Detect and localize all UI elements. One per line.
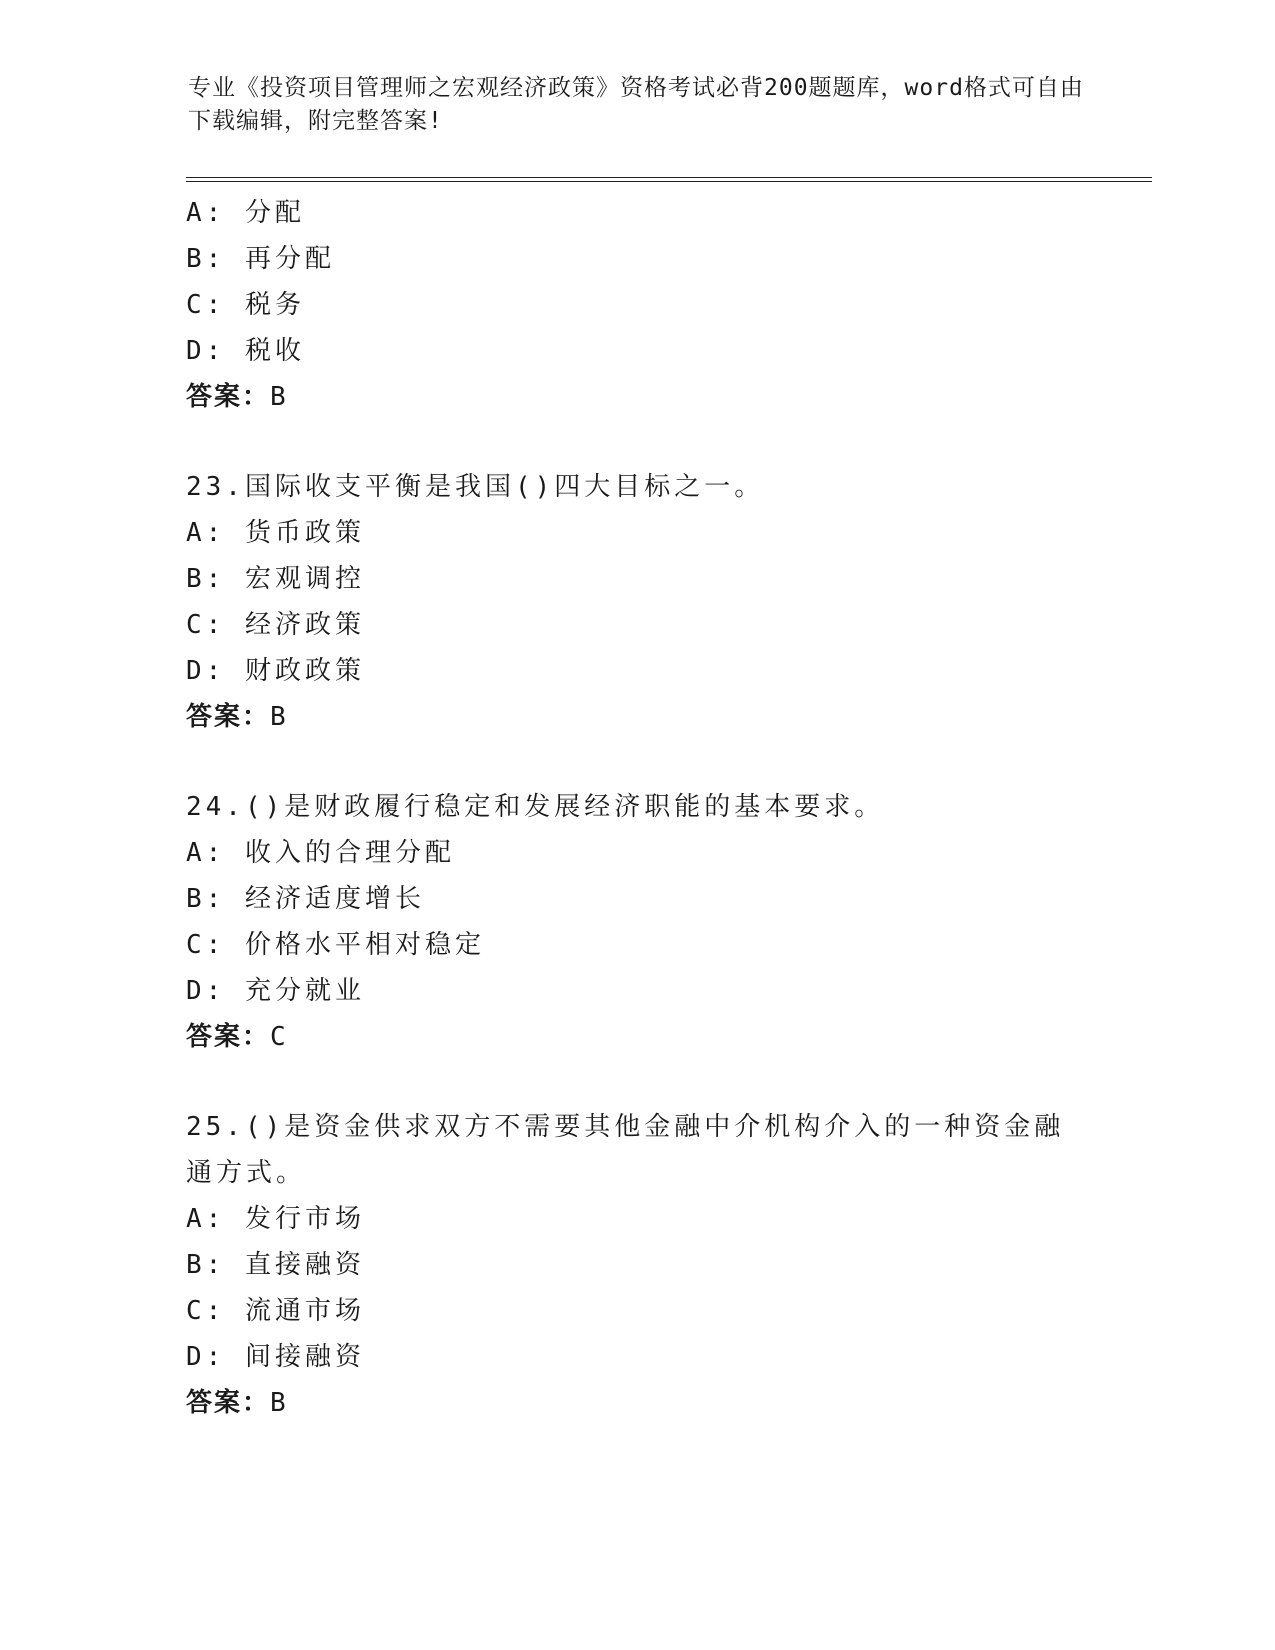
answer-line	[186, 1380, 1106, 1426]
option-key: C:	[186, 290, 226, 320]
option-key: D:	[186, 336, 226, 366]
option-text: 充分就业	[244, 976, 365, 1006]
option-a	[186, 1196, 1106, 1242]
spacer	[186, 740, 1106, 784]
answer-value: B	[270, 702, 287, 732]
question-stem: 24.()是财政履行稳定和发展经济职能的基本要求。	[186, 792, 885, 822]
option-c	[186, 282, 1106, 328]
option-b	[186, 556, 1106, 602]
option-text: 价格水平相对稳定	[244, 930, 485, 960]
document-header: 专业《投资项目管理师之宏观经济政策》资格考试必背200题题库，word格式可自由下载编辑，附完整答案!	[188, 75, 1084, 134]
option-key: D:	[186, 1342, 226, 1372]
option-c	[186, 1288, 1106, 1334]
option-a	[186, 510, 1106, 556]
option-key: B:	[186, 564, 226, 594]
answer-line	[186, 1014, 1106, 1060]
option-text: 财政政策	[244, 656, 365, 686]
answer-label: 答案：	[186, 1388, 271, 1418]
option-key: A:	[186, 838, 226, 868]
option-key: B:	[186, 1250, 226, 1280]
header-divider	[186, 177, 1152, 182]
spacer	[186, 420, 1106, 464]
option-key: B:	[186, 244, 226, 274]
option-text: 再分配	[244, 244, 335, 274]
option-text: 分配	[244, 198, 305, 228]
answer-value: C	[270, 1022, 287, 1052]
answer-label: 答案：	[186, 1022, 271, 1052]
option-text: 税务	[244, 290, 305, 320]
option-text: 宏观调控	[244, 564, 365, 594]
question-stem: 25.()是资金供求双方不需要其他金融中介机构介入的一种资金融通方式。	[186, 1112, 1065, 1188]
option-text: 货币政策	[244, 518, 365, 548]
question-block	[186, 1104, 1106, 1426]
option-key: C:	[186, 610, 226, 640]
option-c	[186, 602, 1106, 648]
option-key: A:	[186, 518, 226, 548]
option-text: 经济政策	[244, 610, 365, 640]
option-text: 流通市场	[244, 1296, 365, 1326]
question-block	[186, 190, 1106, 420]
option-text: 税收	[244, 336, 305, 366]
question-list	[186, 190, 1106, 1426]
option-key: A:	[186, 1204, 226, 1234]
option-c	[186, 922, 1106, 968]
spacer	[186, 1060, 1106, 1104]
option-key: C:	[186, 930, 226, 960]
question-block	[186, 464, 1106, 740]
answer-line	[186, 694, 1106, 740]
option-d	[186, 328, 1106, 374]
answer-label: 答案：	[186, 702, 271, 732]
option-key: D:	[186, 976, 226, 1006]
answer-value: B	[270, 382, 287, 412]
option-text: 间接融资	[244, 1342, 365, 1372]
option-d	[186, 1334, 1106, 1380]
option-text: 经济适度增长	[244, 884, 425, 914]
option-text: 收入的合理分配	[244, 838, 455, 868]
option-key: B:	[186, 884, 226, 914]
option-d	[186, 648, 1106, 694]
option-text: 直接融资	[244, 1250, 365, 1280]
option-text: 发行市场	[244, 1204, 365, 1234]
option-d	[186, 968, 1106, 1014]
option-a	[186, 830, 1106, 876]
option-b	[186, 1242, 1106, 1288]
answer-label: 答案：	[186, 382, 271, 412]
option-key: A:	[186, 198, 226, 228]
question-block	[186, 784, 1106, 1060]
option-b	[186, 236, 1106, 282]
option-a	[186, 190, 1106, 236]
answer-value: B	[270, 1388, 287, 1418]
answer-line	[186, 374, 1106, 420]
option-key: D:	[186, 656, 226, 686]
option-key: C:	[186, 1296, 226, 1326]
question-stem: 23.国际收支平衡是我国()四大目标之一。	[186, 472, 765, 502]
option-b	[186, 876, 1106, 922]
